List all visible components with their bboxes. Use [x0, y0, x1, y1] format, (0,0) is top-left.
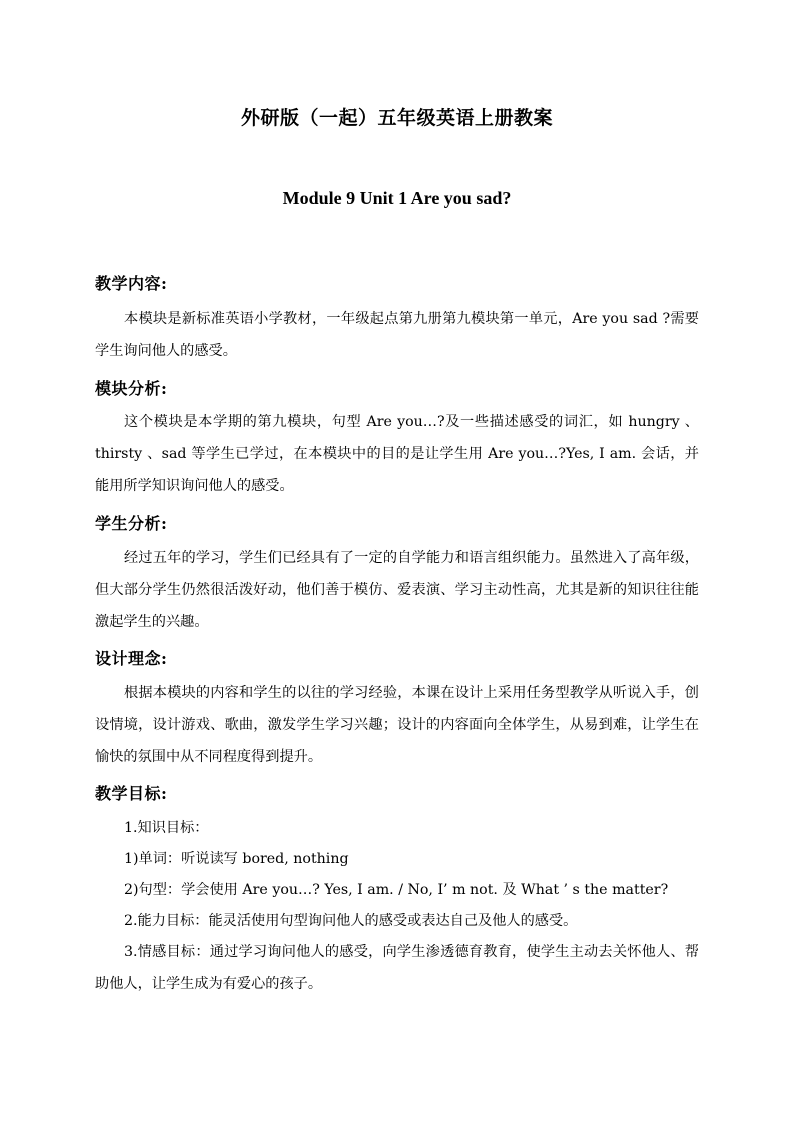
objective-item: 2.能力目标：能灵活使用句型询问他人的感受或表达自己及他人的感受。: [124, 913, 578, 929]
section-paragraph-teaching-content: 本模块是新标准英语小学教材，一年级起点第九册第九模块第一单元，Are you sad ?需要学生询问他人的感受。: [95, 311, 699, 359]
document-title: 外研版（一起）五年级英语上册教案: [240, 107, 553, 129]
section-paragraph-module-analysis: 这个模块是本学期的第九模块，句型 Are you…?及一些描述感受的词汇，如 hungry 、thirsty 、sad 等学生已学过，在本模块中的目的是让学生用 Are you…?Yes, I am. 会话，并能用所学知识询问他人的感受。: [95, 414, 699, 494]
section-heading-teaching-objectives: 教学目标:: [95, 784, 168, 803]
objective-item: 1.知识目标：: [124, 820, 209, 836]
section-paragraph-design-concept: 根据本模块的内容和学生的以往的学习经验，本课在设计上采用任务型教学从听说入手，创设情境，设计游戏、歌曲，激发学生学习兴趣；设计的内容面向全体学生，从易到难，让学生在愉快的氛围中从不同程度得到提升。: [95, 685, 699, 765]
document-subtitle: Module 9 Unit 1 Are you sad?: [282, 188, 512, 208]
section-paragraph-student-analysis: 经过五年的学习，学生们已经具有了一定的自学能力和语言组织能力。虽然进入了高年级，但大部分学生仍然很活泼好动，他们善于模仿、爱表演、学习主动性高，尤其是新的知识往往能激起学生的兴趣。: [95, 550, 699, 630]
section-heading-module-analysis: 模块分析:: [95, 379, 168, 398]
objective-item: 1)单词：听说读写 bored, nothing: [124, 851, 349, 867]
section-heading-teaching-content: 教学内容:: [95, 274, 168, 293]
objective-item: 2)句型：学会使用 Are you…? Yes, I am. / No, I’ m not. 及 What ’ s the matter?: [124, 882, 669, 898]
section-heading-design-concept: 设计理念:: [95, 649, 168, 668]
objective-paragraph-emotional: 3.情感目标：通过学习询问他人的感受，向学生渗透德育教育，使学生主动去关怀他人、帮助他人，让学生成为有爱心的孩子。: [95, 944, 699, 992]
section-heading-student-analysis: 学生分析:: [95, 514, 168, 533]
